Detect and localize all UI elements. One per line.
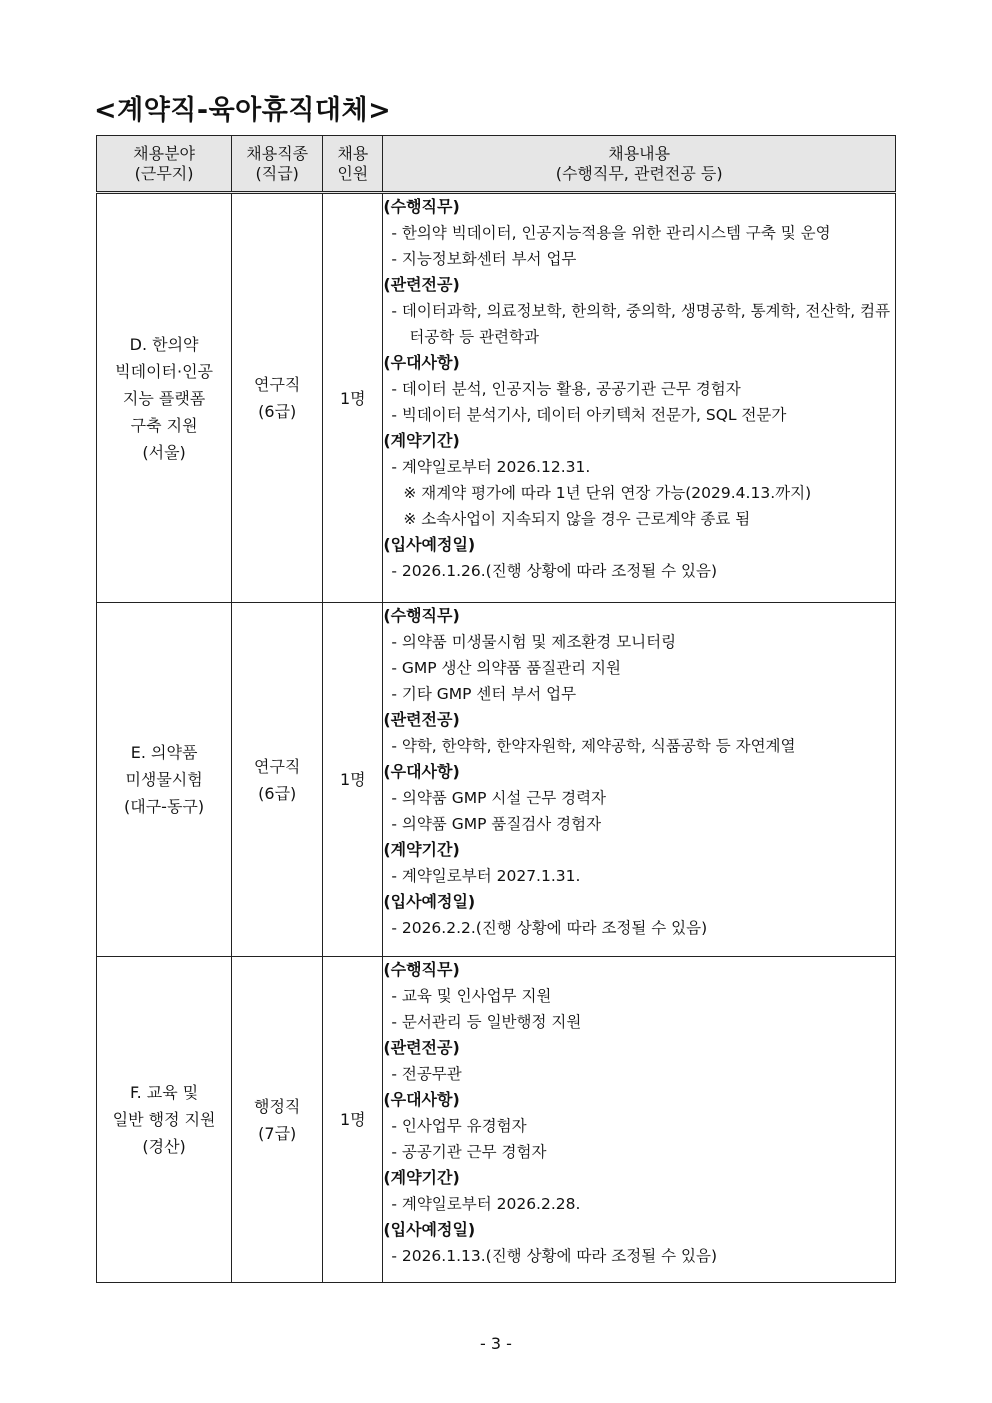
section-item: - 계약일로부터 2027.1.31.	[391, 867, 581, 885]
field-line: (경산)	[142, 1137, 186, 1156]
kind-line: (6급)	[258, 783, 297, 803]
table-row	[97, 603, 896, 957]
field-line: E. 의약품	[130, 743, 198, 762]
section-note: ※ 소속사업이 지속되지 않을 경우 근로계약 종료 됨	[403, 510, 751, 528]
kind-line: 연구직	[254, 375, 301, 394]
section-item: - 지능정보화센터 부서 업무	[391, 250, 577, 268]
kind-line: (6급)	[258, 402, 297, 421]
cell-content	[383, 193, 896, 603]
section-item: - 2026.1.13.(진행 상황에 따라 조정될 수 있음)	[391, 1247, 718, 1265]
section-item: - 문서관리 등 일반행정 지원	[391, 1013, 582, 1031]
cell-field	[97, 193, 232, 603]
section-label: (관련전공)	[383, 710, 460, 729]
header-kind-line: 채용직종	[246, 143, 309, 163]
section-label: (입사예정일)	[383, 535, 476, 554]
section-item: - 빅데이터 분석기사, 데이터 아키텍처 전문가, SQL 전문가	[391, 406, 787, 424]
kind-line: 연구직	[254, 756, 301, 776]
section-label: (관련전공)	[383, 1038, 460, 1057]
section-label: (계약기간)	[383, 1168, 460, 1187]
section-item: - 기타 GMP 센터 부서 업무	[391, 685, 577, 703]
header-content	[383, 136, 896, 193]
section-item: - 데이터 분석, 인공지능 활용, 공공기관 근무 경험자	[391, 380, 741, 398]
cell-count: 1명	[323, 603, 383, 957]
field-line: D. 한의약	[129, 334, 199, 354]
header-kind	[232, 136, 323, 193]
section-item: - 계약일로부터 2026.2.28.	[391, 1195, 581, 1213]
header-count	[323, 136, 383, 193]
header-content-line: 채용내용	[608, 143, 671, 163]
table-row	[97, 957, 896, 1283]
section-label: (수행직무)	[383, 197, 460, 216]
field-line: (대구-동구)	[124, 797, 205, 816]
section-item: - GMP 생산 의약품 품질관리 지원	[391, 659, 621, 677]
section-label: (관련전공)	[383, 275, 460, 294]
cell-content	[383, 603, 896, 957]
section-item: - 약학, 한약학, 한약자원학, 제약공학, 식품공학 등 자연계열	[391, 737, 796, 755]
field-line: F. 교육 및	[129, 1083, 199, 1102]
section-label: (우대사항)	[383, 762, 460, 781]
header-field	[97, 136, 232, 193]
cell-kind	[232, 603, 323, 957]
section-item: - 데이터과학, 의료정보학, 한의학, 중의학, 생명공학, 통계학, 전산학, 컴퓨터공학 등 관련학과	[391, 302, 891, 346]
cell-kind	[232, 957, 323, 1283]
field-line: 미생물시험	[125, 770, 203, 789]
cell-count: 1명	[323, 193, 383, 603]
page-number: - 3 -	[480, 1334, 512, 1353]
field-line: 일반 행정 지원	[112, 1110, 216, 1129]
section-item: - 2026.1.26.(진행 상황에 따라 조정될 수 있음)	[391, 562, 718, 580]
cell-kind	[232, 193, 323, 603]
cell-field	[97, 957, 232, 1283]
field-line: 빅데이터·인공	[115, 361, 213, 381]
header-field-line: (근무지)	[134, 163, 194, 183]
section-item: - 전공무관	[391, 1065, 462, 1083]
kind-line: (7급)	[258, 1123, 297, 1143]
table-header-row	[97, 136, 896, 193]
header-field-line: 채용분야	[133, 143, 195, 163]
field-line: 지능 플랫폼	[122, 388, 206, 408]
section-item: - 의약품 GMP 시설 근무 경력자	[391, 789, 607, 807]
cell-content	[383, 957, 896, 1283]
field-line: (서울)	[142, 442, 186, 462]
section-label: (계약기간)	[383, 840, 460, 859]
cell-field	[97, 603, 232, 957]
section-item: - 의약품 미생물시험 및 제조환경 모니터링	[391, 633, 677, 651]
document-title: <계약직-육아휴직대체>	[94, 95, 392, 126]
table-row	[97, 193, 896, 603]
section-item: - 인사업무 유경험자	[391, 1117, 527, 1135]
section-label: (우대사항)	[383, 1090, 460, 1109]
section-label: (수행직무)	[383, 960, 460, 979]
section-label: (계약기간)	[383, 431, 460, 450]
section-item: - 공공기관 근무 경험자	[391, 1143, 547, 1161]
field-line: 구축 지원	[130, 415, 198, 435]
section-note: ※ 재계약 평가에 따라 1년 단위 연장 가능(2029.4.13.까지)	[403, 484, 812, 502]
header-content-line: (수행직무, 관련전공 등)	[555, 163, 723, 183]
section-item: - 교육 및 인사업무 지원	[391, 987, 552, 1005]
section-item: - 의약품 GMP 품질검사 경험자	[391, 815, 602, 833]
header-kind-line: (직급)	[255, 163, 299, 183]
recruitment-table	[96, 135, 896, 1283]
section-item: - 한의약 빅데이터, 인공지능적용을 위한 관리시스템 구축 및 운영	[391, 224, 831, 242]
header-count-line: 인원	[337, 163, 369, 183]
section-label: (입사예정일)	[383, 1220, 476, 1239]
section-item: - 계약일로부터 2026.12.31.	[391, 458, 591, 476]
section-label: (입사예정일)	[383, 892, 476, 911]
section-label: (우대사항)	[383, 353, 460, 372]
section-item: - 2026.2.2.(진행 상황에 따라 조정될 수 있음)	[391, 919, 708, 937]
cell-count: 1명	[323, 957, 383, 1283]
section-label: (수행직무)	[383, 606, 460, 625]
kind-line: 행정직	[254, 1096, 301, 1116]
header-count-line: 채용	[337, 143, 369, 163]
